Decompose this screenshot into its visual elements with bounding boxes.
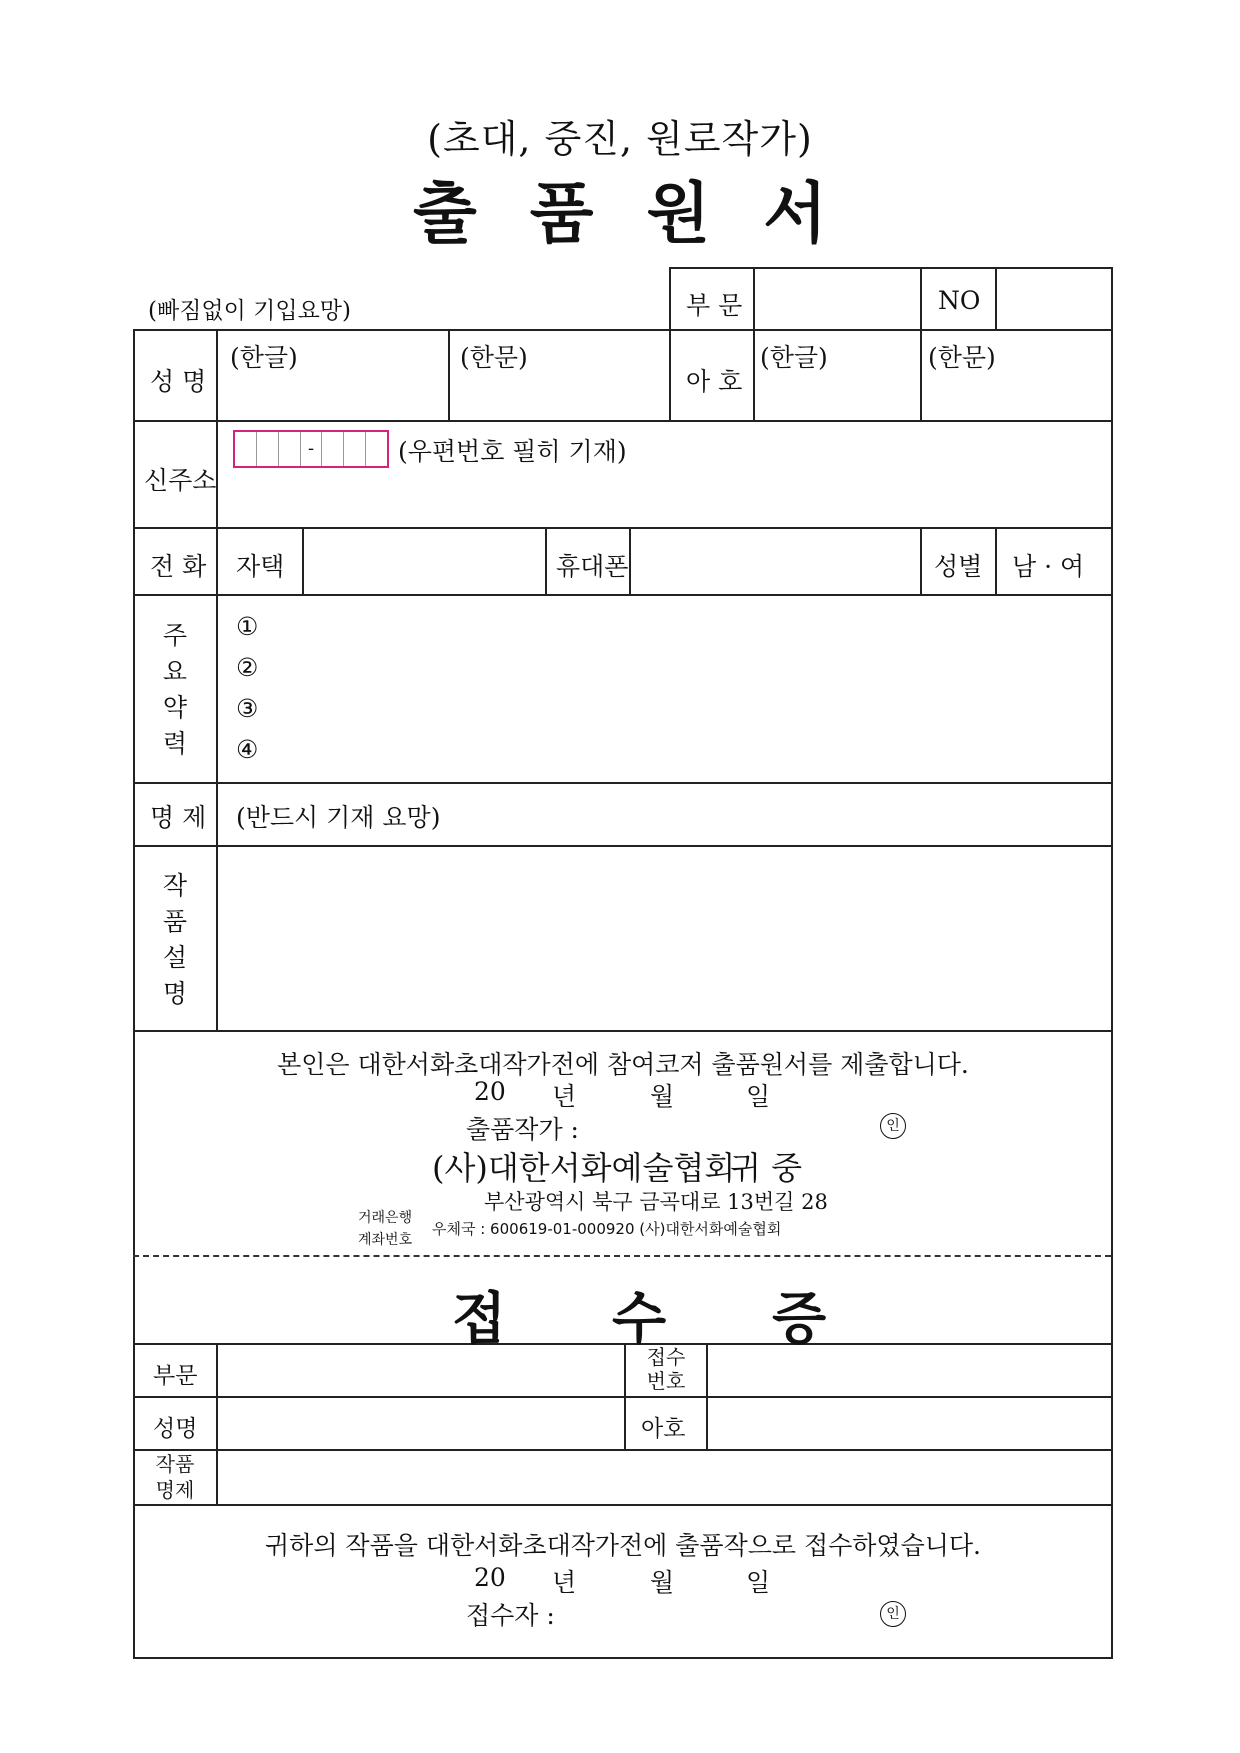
- division-label: 부 문: [686, 291, 743, 320]
- zip-digit[interactable]: [322, 432, 344, 466]
- recipient-honorific: 귀 중: [730, 1149, 802, 1187]
- receipt-name-label: 성명: [153, 1416, 198, 1442]
- pen-name-korean-field[interactable]: (한글): [760, 343, 828, 372]
- receipt-seal-mark: 인: [880, 1601, 906, 1627]
- gender-options[interactable]: 남 · 여: [1012, 552, 1085, 581]
- mobile-phone-label: 휴대폰: [556, 552, 629, 581]
- artist-signature-label: 출품작가 :: [466, 1115, 579, 1144]
- work-title-note[interactable]: (반드시 기재 요망): [236, 803, 441, 832]
- career-item-3[interactable]: ③: [236, 694, 259, 723]
- declaration-date-year[interactable]: 20: [474, 1077, 506, 1106]
- career-item-2[interactable]: ②: [236, 653, 259, 682]
- career-label: 주 요 약 력: [162, 621, 188, 758]
- declaration-statement: 본인은 대한서화초대작가전에 참여코저 출품원서를 제출합니다.: [277, 1050, 969, 1079]
- receipt-pen-name-label: 아호: [641, 1416, 686, 1442]
- work-description-label: 작 품 설 명: [162, 871, 188, 1008]
- bank-label-1: 거래은행: [358, 1210, 413, 1226]
- receiver-label: 접수자 :: [466, 1601, 555, 1630]
- pen-name-label: 아 호: [686, 367, 743, 396]
- address-label: 신주소: [144, 466, 217, 495]
- zip-dash: -: [301, 432, 323, 466]
- name-label: 성 명: [150, 367, 207, 396]
- bank-label-2: 계좌번호: [358, 1232, 413, 1248]
- name-hanja-field[interactable]: (한문): [460, 343, 528, 372]
- declaration-date-d: 일: [746, 1082, 771, 1111]
- career-item-4[interactable]: ④: [236, 735, 259, 764]
- career-item-1[interactable]: ①: [236, 612, 259, 641]
- recipient-org: (사)대한서화예술협회: [432, 1149, 736, 1187]
- phone-label: 전 화: [150, 552, 207, 581]
- zip-digit[interactable]: [366, 432, 387, 466]
- zip-digit[interactable]: [257, 432, 279, 466]
- receipt-title-1: 접: [452, 1287, 507, 1352]
- receipt-date-m: 월: [650, 1568, 675, 1597]
- receipt-statement: 귀하의 작품을 대한서화초대작가전에 출품작으로 접수하였습니다.: [265, 1531, 981, 1560]
- no-label: NO: [938, 286, 981, 315]
- work-title-label: 명 제: [150, 803, 207, 832]
- receipt-no-label: 접수 번호: [646, 1345, 686, 1393]
- receipt-date-y: 년: [552, 1568, 577, 1597]
- name-korean-field[interactable]: (한글): [230, 343, 298, 372]
- form-title: 출 품 원 서: [413, 175, 827, 252]
- zipcode-boxes[interactable]: [233, 430, 389, 468]
- receipt-date-d: 일: [746, 1568, 771, 1597]
- work-description-field[interactable]: [218, 848, 1108, 1028]
- home-phone-label: 자택: [236, 552, 285, 581]
- seal-mark: 인: [880, 1113, 906, 1139]
- zipcode-note: (우편번호 필히 기재): [398, 437, 627, 466]
- receipt-division-label: 부문: [153, 1363, 198, 1389]
- receipt-title-2: 수: [612, 1287, 667, 1352]
- no-field[interactable]: [995, 270, 1111, 328]
- declaration-date-y: 년: [552, 1082, 577, 1111]
- cut-line: [133, 1255, 1111, 1257]
- receipt-work-label: 작품 명제: [155, 1452, 195, 1502]
- association-address: 부산광역시 북구 금곡대로 13번길 28: [484, 1190, 828, 1214]
- division-field[interactable]: [753, 270, 920, 328]
- zip-digit[interactable]: [344, 432, 366, 466]
- receipt-date-year[interactable]: 20: [474, 1563, 506, 1592]
- receipt-title-3: 증: [772, 1287, 827, 1352]
- zip-digit[interactable]: [235, 432, 257, 466]
- fill-all-note: (빠짐없이 기입요망): [148, 298, 352, 324]
- bank-account: 우체국 : 600619-01-000920 (사)대한서화예술협회: [432, 1220, 782, 1238]
- declaration-date-m: 월: [650, 1082, 675, 1111]
- pen-name-hanja-field[interactable]: (한문): [928, 343, 996, 372]
- gender-label: 성별: [934, 552, 983, 581]
- form-subtitle: (초대, 중진, 원로작가): [427, 117, 813, 161]
- zip-digit[interactable]: [279, 432, 301, 466]
